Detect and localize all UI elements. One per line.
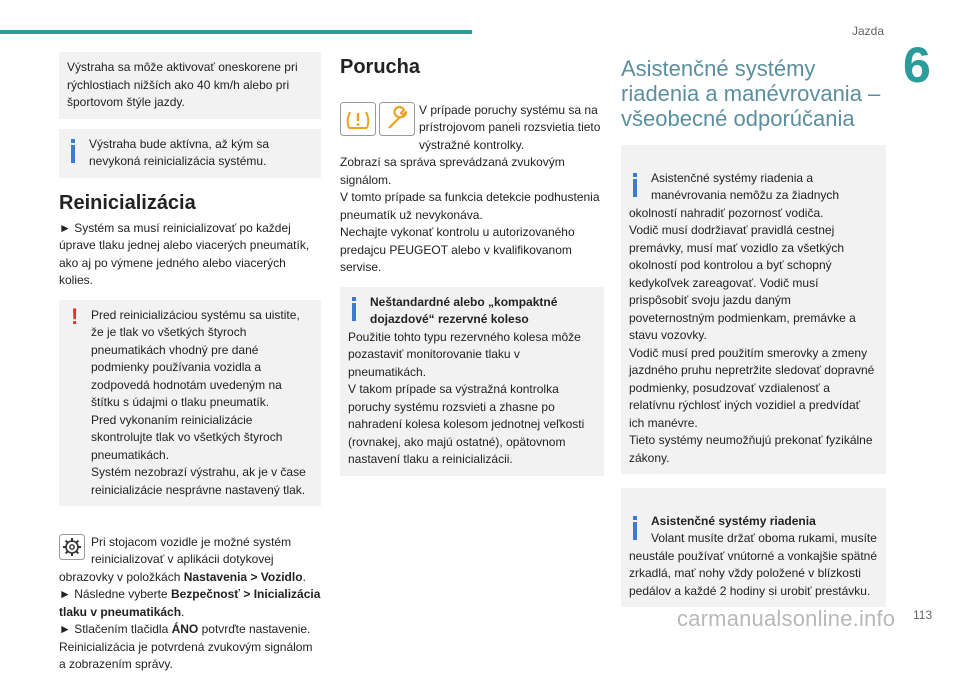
note-box-speed (59, 52, 321, 119)
section-title: Jazda (851, 24, 884, 38)
procedure-text-4: potvrďte nastavenie. Reinicializácia je potvrdená zvukovým signálom a zobrazením správy. (59, 622, 313, 671)
procedure-menu-path-1: Nastavenia > Vozidlo (183, 569, 303, 584)
spare-wheel-title: Neštandardné alebo „kompaktné dojazdové“ rezervné koleso (370, 294, 558, 326)
info-box-active (59, 129, 321, 178)
steering-assist-text: Volant musíte držať oboma rukami, musíte neustále používať vnútorné a vonkajšie spätné zrkadlá, mať nohy vždy položené v blízkosti pedálov a každé 2 hodiny si urobiť prestávku. (629, 531, 877, 598)
spare-wheel-text: Použitie tohto typu rezervného kolesa môže pozastaviť monitorovanie tlaku v pneumatikách. V takom prípade sa výstražná kontrolka poruchy systému rozsvieti a zhasne po nahradení kolesa kolesom jednotnej veľkosti (rovnakej, ako majú ostatné), opätovnom nastavení tlaku a reinicializácii. (340, 329, 604, 476)
page-number: 113 (913, 608, 933, 622)
heading-fault: Porucha (340, 56, 421, 78)
heading-driving-assistance: Asistenčné systémy riadenia a manévrovania – všeobecné odporúčania (621, 56, 881, 131)
column-3 (621, 56, 886, 617)
info-box-steering-assist (621, 488, 886, 607)
info-box-driver-attention (621, 145, 886, 474)
tyre-pressure-warning-icon (340, 102, 376, 136)
chapter-number: 6 (903, 37, 931, 93)
column-2 (340, 56, 604, 486)
touchscreen-procedure (59, 516, 321, 674)
watermark: carmanualsonline.info (677, 606, 896, 631)
warning-exclamation-icon: ! (71, 303, 79, 329)
fault-section (340, 84, 604, 277)
reinit-paragraph: ► Systém sa musí reinicializovať po každej úprave tlaku jednej alebo viacerých pneumatík, ako aj po výmene jedného alebo viacerých kolies. (59, 220, 310, 287)
service-wrench-icon (379, 102, 415, 136)
note-text: Výstraha sa môže aktivovať oneskorene pri rýchlostiach nižších ako 40 km/h alebo pri športovom štýle jazdy. (67, 60, 298, 109)
procedure-text-3: . ► Stlačením tlačidla (59, 604, 185, 636)
fault-warning-lamps (340, 102, 415, 136)
warning-box-pressure (59, 300, 321, 507)
info-icon (67, 136, 89, 163)
procedure-text-2: . ► Následne vyberte (59, 569, 306, 601)
info-text: Výstraha bude aktívna, až kým sa nevykoná reinicializácia systému. (89, 136, 270, 168)
info-icon (629, 513, 651, 540)
procedure-yes-label: ÁNO (171, 622, 199, 636)
info-icon (629, 170, 651, 197)
column-1 (59, 52, 321, 674)
heading-reinit: Reinicializácia (59, 191, 196, 214)
procedure-text-1: Pri stojacom vozidle je možné systém reinicializovať v aplikácii dotykovej obrazovky v položkách (59, 534, 292, 584)
steering-assist-title: Asistenčné systémy riadenia (651, 513, 816, 528)
procedure-menu-path-2: Bezpečnosť > Inicializácia tlaku v pneumatikách (59, 587, 321, 619)
fault-paragraph: V prípade poruchy systému sa na prístrojovom paneli rozsvietia tieto výstražné kontrolky. Zobrazí sa správa sprevádzaná zvukovým signálom. V tomto prípade sa funkcia detekcie podhustenia pneumatík už nevykonáva. Nechajte vykonať kontrolu u autorizovaného predajcu PEUGEOT alebo v kvalifikovanom servise. (340, 102, 601, 274)
warning-text: Pred reinicializáciou systému sa uistite, že je tlak vo všetkých štyroch pneumatikách vhodný pre dané podmienky používania vozidla a zodpovedá hodnotám uvedeným na štítku s údajmi o tlaku pneumatík. Pred vykonaním reinicializácie skontrolujte tlak vo všetkých štyroch pneumatikách. Systém nezobrazí výstrahu, ak je v čase reinicializácie nesprávne nastavený tlak. (91, 307, 306, 497)
driver-attention-text: Asistenčné systémy riadenia a manévrovania nemôžu za žiadnych okolností nahradiť pozornosť vodiča. Vodič musí dodržiavať pravidlá cestnej premávky, musí mať vozidlo za všetkých okolností pod kontrolou a byť schopný kedykoľvek zareagovať. Vodič musí prispôsobiť svoju jazdu daným poveternostným podmienkam, premávke a stavu vozovky. Vodič musí pred použitím smerovky a zmeny jazdného pruhu nepretržite sledovať dopravné podmienky, posudzovať vzdialenosť a relatívnu rýchlosť iných vozidiel a predvídať ich manévre. Tieto systémy neumožňujú prekonať fyzikálne zákony. (629, 170, 875, 465)
settings-gear-icon (59, 534, 85, 560)
top-accent-bar (0, 30, 472, 34)
info-icon (348, 294, 370, 321)
